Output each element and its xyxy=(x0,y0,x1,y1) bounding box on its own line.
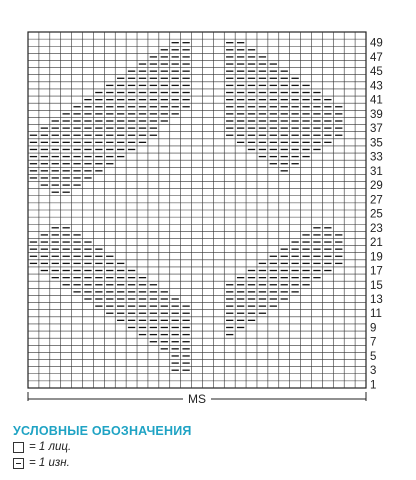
row-number-label: 43 xyxy=(370,80,383,93)
knit-symbol-icon xyxy=(13,442,24,453)
repeat-label: MS xyxy=(188,392,206,406)
row-number-label: 3 xyxy=(370,365,377,378)
legend-item-purl xyxy=(13,456,70,470)
row-number-label: 31 xyxy=(370,165,383,178)
row-number-label: 27 xyxy=(370,194,383,207)
legend-purl-text: = 1 изн. xyxy=(29,457,70,469)
row-number-label: 11 xyxy=(370,308,382,321)
legend-title: УСЛОВНЫЕ ОБОЗНАЧЕНИЯ xyxy=(13,424,192,438)
row-number-label: 35 xyxy=(370,137,383,150)
purl-symbol-icon xyxy=(13,458,24,469)
row-number-label: 25 xyxy=(370,208,383,221)
row-number-label: 1 xyxy=(370,379,377,392)
row-number-label: 41 xyxy=(370,94,383,107)
legend-item-knit xyxy=(13,440,71,454)
row-number-label: 5 xyxy=(370,350,377,363)
row-number-label: 33 xyxy=(370,151,383,164)
row-number-label: 7 xyxy=(370,336,377,349)
row-number-label: 21 xyxy=(370,237,383,250)
row-number-label: 45 xyxy=(370,66,383,79)
row-number-label: 49 xyxy=(370,37,383,50)
row-number-label: 19 xyxy=(370,251,383,264)
row-number-label: 39 xyxy=(370,108,383,121)
row-number-label: 9 xyxy=(370,322,377,335)
row-number-label: 23 xyxy=(370,222,383,235)
legend-knit-text: = 1 лиц. xyxy=(29,441,72,453)
row-number-label: 37 xyxy=(370,123,383,136)
row-number-label: 17 xyxy=(370,265,383,278)
row-number-label: 15 xyxy=(370,279,383,292)
row-number-label: 13 xyxy=(370,294,383,306)
row-number-label: 47 xyxy=(370,51,383,64)
row-number-label: 29 xyxy=(370,180,383,193)
